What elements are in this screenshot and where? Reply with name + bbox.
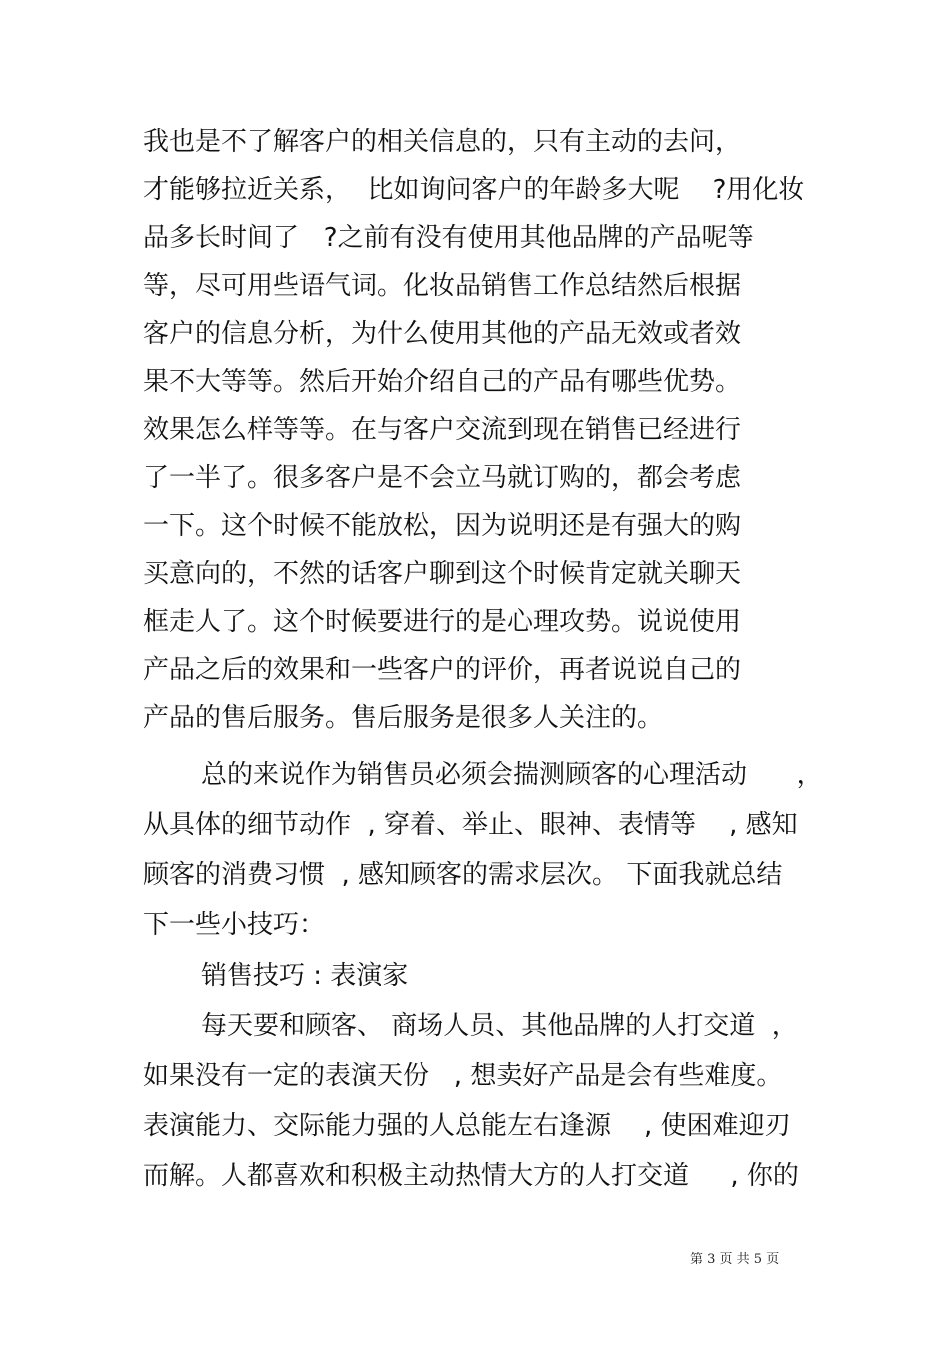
text-line: 框走人了。这个时候要进行的是心理攻势。说说使用 [143,607,742,637]
text-line: 果不大等等。然后开始介绍自己的产品有哪些优势。 [143,367,742,397]
section-heading: 销售技巧 : 表演家 [201,961,409,991]
text-line: 买意向的，不然的话客户聊到这个时候肯定就关聊天 [143,559,742,589]
page-number: 第 3 页 共 5 页 [690,1252,780,1267]
paragraph-first-line: 总的来说作为销售员必须会揣测顾客的心理活动 ， [201,760,823,790]
text-line: 如果没有一定的表演天份 , 想卖好产品是会有些难度。 [143,1061,783,1091]
text-line: 我也是不了解客户的相关信息的，只有主动的去问， [143,127,742,157]
text-line: 顾客的消费习惯 , 感知顾客的需求层次。 下面我就总结 [143,860,783,890]
text-line: 等，尽可用些语气词。化妆品销售工作总结然后根据 [143,271,742,301]
text-line: 了一半了。很多客户是不会立马就订购的，都会考虑 [143,463,742,493]
text-line: 产品之后的效果和一些客户的评价，再者说说自己的 [143,655,742,685]
text-line: 品多长时间了 ?之前有没有使用其他品牌的产品呢等 [143,223,754,253]
text-line: 而解。人都喜欢和积极主动热情大方的人打交道 , 你的 [143,1161,799,1191]
text-line: 才能够拉近关系， 比如询问客户的年龄多大呢 ?用化妆 [143,175,805,205]
text-line: 客户的信息分析，为什么使用其他的产品无效或者效 [143,319,742,349]
paragraph-first-line: 每天要和顾客、 商场人员、其他品牌的人打交道 ， [201,1011,798,1041]
text-line: 一下。这个时候不能放松，因为说明还是有强大的购 [143,511,742,541]
text-line: 产品的售后服务。售后服务是很多人关注的。 [143,703,664,733]
text-line: 表演能力、交际能力强的人总能左右逢源 , 使困难迎刃 [143,1111,791,1141]
text-line: 下一些小技巧： [143,910,326,940]
text-line: 从具体的细节动作 , 穿着、举止、眼神、表情等 , 感知 [143,810,798,840]
text-line: 效果怎么样等等。在与客户交流到现在销售已经进行 [143,415,742,445]
